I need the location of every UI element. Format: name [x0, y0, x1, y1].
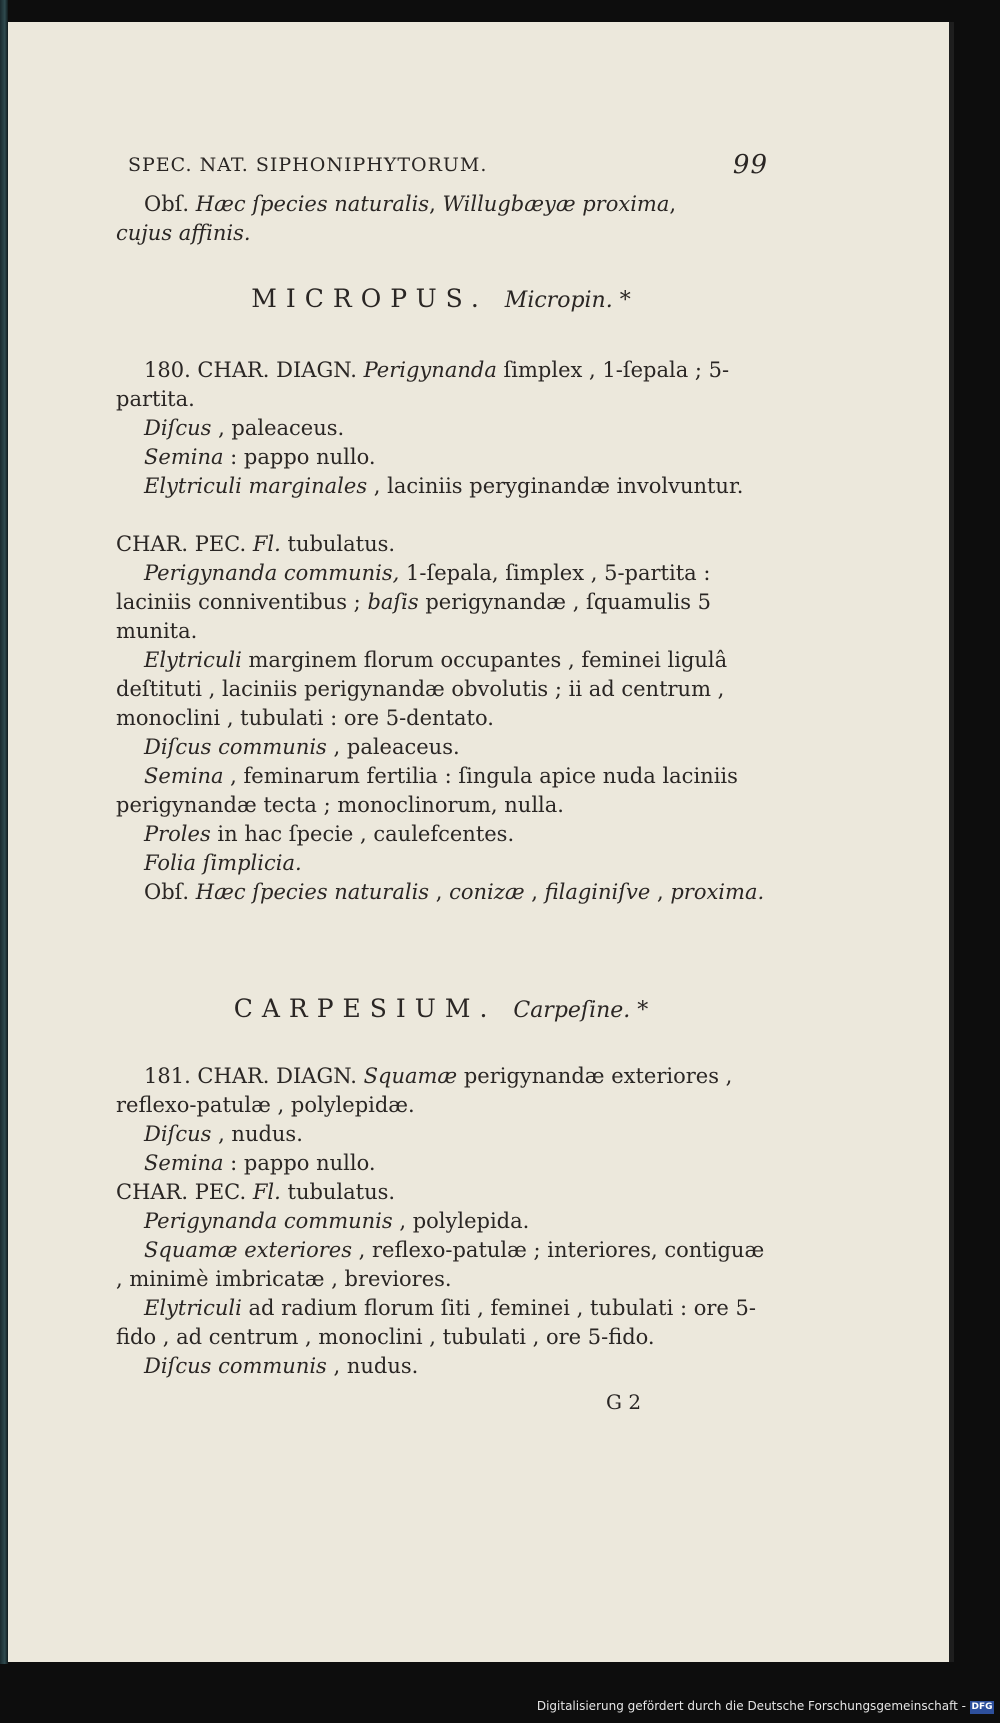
- running-title: SPEC. NAT. SIPHONIPHYTORUM.: [128, 154, 488, 176]
- running-header: [128, 150, 768, 180]
- funding-credit: Digitalisierung gefördert durch die Deutsche Forschungsgemeinschaft -: [536, 1699, 966, 1713]
- carpesium-squamae: Squamæ exteriores , reflexo-patulæ ; interiores, contiguæ , minimè imbricatæ , breviores.: [116, 1238, 765, 1291]
- micropus-proles: Proles in hac ſpecie , caulefcentes.: [144, 822, 515, 846]
- book-spine: [0, 0, 8, 1664]
- micropus-semina: Semina : pappo nullo.: [144, 445, 376, 469]
- carpesium-discus-communis: Diſcus communis , nudus.: [144, 1354, 419, 1378]
- micropus-semina-2: Semina , feminarum fertilia : ſingula apice nuda laciniis perigynandæ tecta ; monoclinorum, nulla.: [116, 764, 738, 817]
- genus-heading-carpesium: CARPESIUM. Carpeſine. *: [233, 994, 649, 1023]
- micropus-diagnosis: 180. CHAR. DIAGN. Perigynanda ſimplex , 1-ſepala ; 5-partita.: [116, 358, 730, 411]
- carpesium-discus: Diſcus , nudus.: [144, 1122, 303, 1146]
- micropus-discus: Diſcus , paleaceus.: [144, 416, 345, 440]
- page-number: 99: [732, 150, 768, 180]
- carpesium-semina: Semina : pappo nullo.: [144, 1151, 376, 1175]
- carpesium-elytriculi: Elytriculi ad radium florum ſiti , feminei , tubulati : ore 5-fido , ad centrum , monoclini , tubulati , ore 5-fido.: [116, 1296, 756, 1349]
- book-page: [8, 22, 954, 1662]
- micropus-elytriculi: Elytriculi marginales , laciniis peryginandæ involvuntur.: [144, 474, 744, 498]
- carpesium-diagnosis: 181. CHAR. DIAGN. Squamæ perigynandæ exteriores , reflexo-patulæ , polylepidæ.: [116, 1064, 733, 1117]
- obs-paragraph-1: Obſ. Hæc ſpecies naturalis, Willugbæyæ proxima, cujus affinis.: [116, 192, 677, 245]
- micropus-discus-communis: Diſcus communis , paleaceus.: [144, 735, 460, 759]
- dfg-logo-icon: DFG: [971, 1702, 993, 1712]
- carpesium-char-pec: CHAR. PEC. Fl. tubulatus.: [116, 1180, 396, 1204]
- micropus-perigynanda: Perigynanda communis, 1-ſepala, ſimplex , 5-partita : laciniis conniventibus ; baſis perigynandæ , ſquamulis 5 munita.: [116, 561, 712, 643]
- micropus-char-pec: CHAR. PEC. Fl. tubulatus.: [116, 532, 396, 556]
- footer-bar: [0, 1693, 1000, 1723]
- micropus-folia: Folia ſimplicia.: [144, 851, 302, 875]
- genus-heading-micropus: MICROPUS. Micropin. *: [251, 284, 631, 313]
- micropus-obs: Obſ. Hæc ſpecies naturalis , conizæ , filaginiſve , proxima.: [144, 880, 765, 904]
- micropus-elytriculi-2: Elytriculi marginem florum occupantes , feminei ligulâ deſtituti , laciniis perigynandæ obvolutis ; ii ad centrum , monoclini , tubulati : ore 5-dentato.: [116, 648, 728, 730]
- carpesium-perigynanda: Perigynanda communis , polylepida.: [144, 1209, 530, 1233]
- signature-mark: G 2: [606, 1390, 642, 1414]
